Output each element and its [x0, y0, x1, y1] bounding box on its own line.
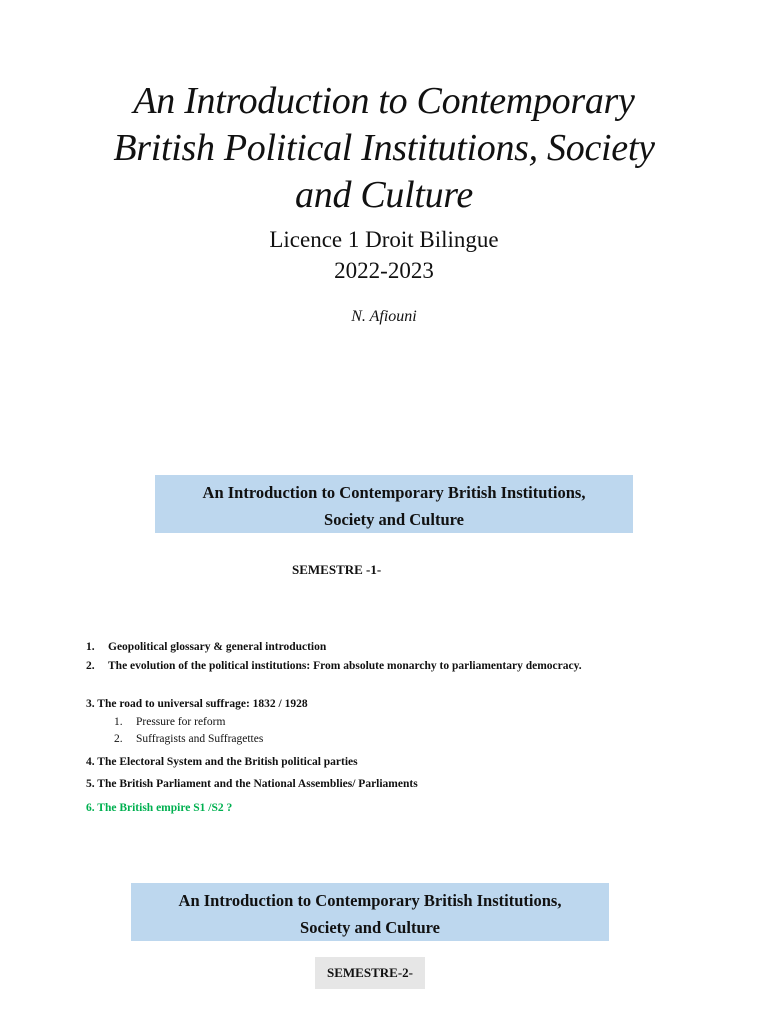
outline-item-2-number: 2.: [86, 660, 95, 672]
banner-1-line-1: An Introduction to Contemporary British Institutions,: [202, 483, 586, 502]
outline-item-2-label: The evolution of the political institutions: From absolute monarchy to parliamentary democracy.: [108, 660, 582, 672]
author-name: N. Afiouni: [351, 308, 417, 325]
course-outline: [86, 638, 602, 817]
section-3-subitems: [86, 714, 602, 748]
banner-2-line-2: Society and Culture: [300, 918, 440, 937]
outline-item-2: [86, 657, 602, 676]
course-subtitle: [84, 224, 684, 286]
outline-section-5: 5. The British Parliament and the National Assemblies/ Parliaments: [86, 778, 418, 790]
subitem-2-number: 2.: [114, 733, 123, 745]
course-title-line-3: and Culture: [295, 174, 473, 216]
course-title: [84, 78, 684, 219]
academic-year: 2022-2023: [334, 258, 434, 283]
section-3-subitem-1: [114, 714, 602, 731]
outline-item-1-number: 1.: [86, 641, 95, 653]
outline-item-1: [86, 638, 602, 657]
subitem-2-label: Suffragists and Suffragettes: [136, 733, 264, 745]
section-banner-semester-2: [131, 883, 609, 941]
outline-item-1-label: Geopolitical glossary & general introduction: [108, 641, 327, 653]
banner-1-line-2: Society and Culture: [324, 510, 464, 529]
semester-2-heading: SEMESTRE-2-: [315, 957, 425, 989]
course-title-line-2: British Political Institutions, Society: [113, 127, 655, 169]
subitem-1-label: Pressure for reform: [136, 716, 226, 728]
section-banner-semester-1: [155, 475, 633, 533]
outline-section-4: 4. The Electoral System and the British political parties: [86, 756, 358, 768]
outline-section-3: 3. The road to universal suffrage: 1832 / 1928: [86, 698, 308, 710]
section-3-subitem-2: [114, 731, 602, 748]
subitem-1-number: 1.: [114, 716, 123, 728]
semester-1-heading: SEMESTRE -1-: [292, 562, 382, 577]
outline-section-6: 6. The British empire S1 /S2 ?: [86, 802, 233, 814]
banner-2-line-1: An Introduction to Contemporary British Institutions,: [178, 891, 562, 910]
course-title-line-1: An Introduction to Contemporary: [133, 80, 635, 122]
program-name: Licence 1 Droit Bilingue: [269, 227, 499, 252]
